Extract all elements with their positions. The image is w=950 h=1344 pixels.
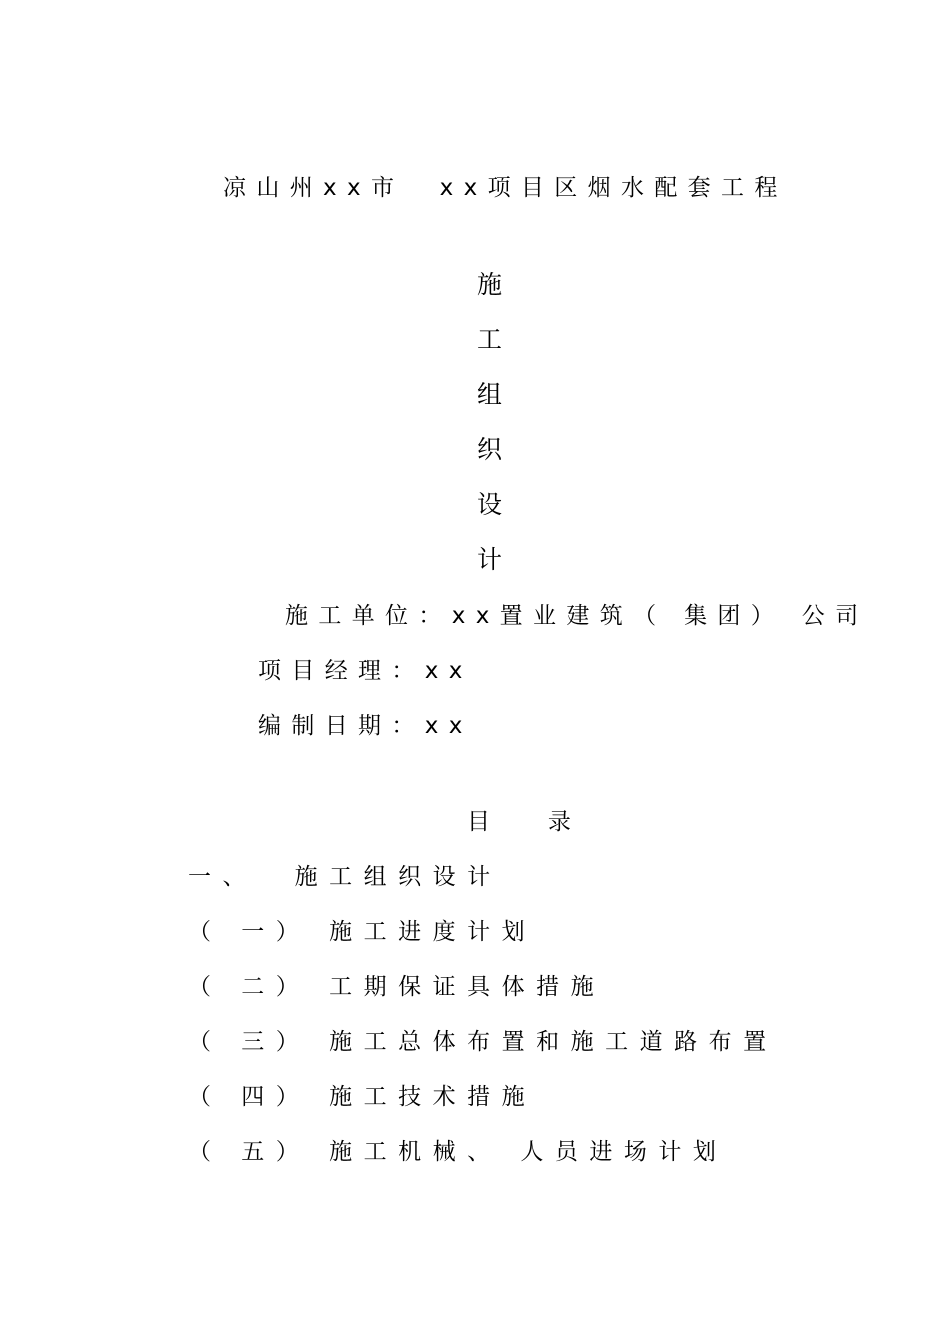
toc-item: （ 二） 工期保证具体措施 xyxy=(188,974,606,1000)
project-manager: 项目经理：xx xyxy=(258,658,473,684)
toc-item: （ 四） 施工技术措施 xyxy=(188,1084,537,1110)
vertical-title-char: 组 xyxy=(477,380,503,409)
project-title: 凉山州xx市 xx项目区烟水配套工程 xyxy=(223,175,788,201)
vertical-title-char: 设 xyxy=(477,490,503,519)
toc-heading: 目 录 xyxy=(467,809,583,835)
toc-item: （ 三） 施工总体布置和施工道路布置 xyxy=(188,1029,778,1055)
toc-item: （ 一） 施工进度计划 xyxy=(188,919,537,945)
toc-item: 一、 施工组织设计 xyxy=(188,864,502,890)
vertical-title-char: 工 xyxy=(477,325,503,354)
compile-date: 编制日期：xx xyxy=(258,713,473,739)
vertical-title-char: 施 xyxy=(477,270,503,299)
vertical-title-char: 织 xyxy=(477,435,503,464)
construction-unit: 施工单位：xx置业建筑（ 集团） 公司 xyxy=(285,603,869,629)
toc-item: （ 五） 施工机械、 人员进场计划 xyxy=(188,1139,728,1165)
vertical-title-char: 计 xyxy=(477,545,503,574)
